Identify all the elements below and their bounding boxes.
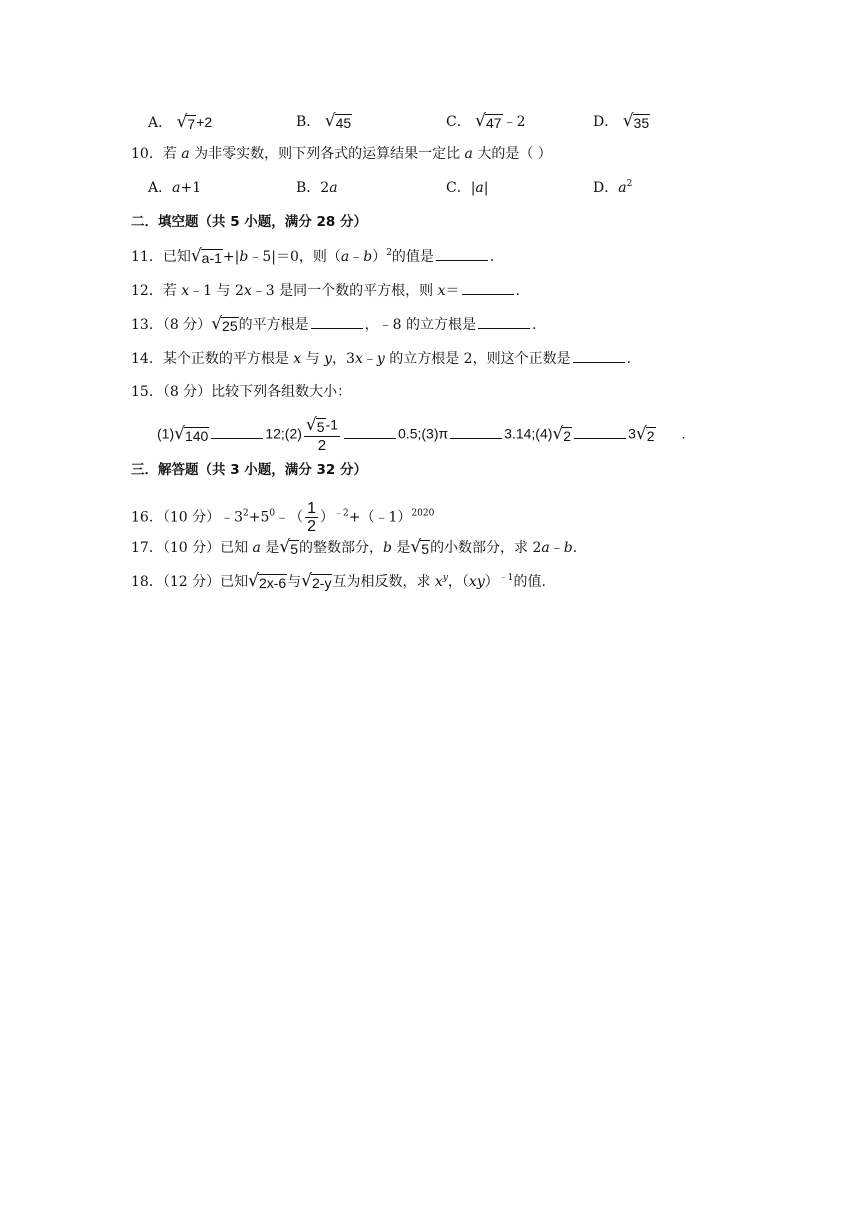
question-17: 17．（10 分）已知 a 是 √ 5 的整数部分，b 是 √ 5 的小数部分，求 2a﹣b. [131, 537, 578, 557]
sqrt-expression: √ 2 [552, 424, 572, 444]
answer-blank[interactable] [436, 246, 488, 261]
answer-blank[interactable] [573, 348, 625, 363]
answer-blank[interactable] [344, 424, 396, 439]
option-label: A． [148, 115, 173, 131]
sqrt-expression: √ 5 [410, 537, 430, 557]
fraction: $\frac{1}{2}$ [307, 500, 317, 535]
sqrt-expression: √ 25 [211, 314, 238, 334]
sqrt-expression: √ 7 [176, 112, 196, 132]
answer-blank[interactable] [574, 424, 626, 439]
q10-option-c: C．|a| [446, 180, 489, 196]
sqrt-expression: √ 35 [622, 111, 650, 131]
section-heading-solutions: 三．解答题（共 3 小题，满分 32 分） [131, 462, 367, 478]
q10-option-b: B．2a [296, 180, 338, 196]
question-18: 18．（12 分）已知 √ 2x-6 与 √ 2-y 互为相反数，求 $x^y$，（xy）$^{﹣1}$的值. [131, 571, 546, 591]
question-15-comparisons: (1) √ 140 12;(2) √ 5 -1 2 0.5;(3)π 3.14;(4) √ 2 3 √ 2 . [157, 415, 686, 454]
question-14: 14．某个正数的平方根是 x 与 y，3x﹣y 的立方根是 2，则这个正数是 . [131, 348, 631, 369]
answer-blank[interactable] [462, 280, 514, 295]
answer-blank[interactable] [478, 314, 530, 329]
answer-blank[interactable] [311, 314, 363, 329]
fraction: √ 5 -1 2 [305, 415, 339, 454]
question-10: 10．若 a 为非零实数，则下列各式的运算结果一定比 a 大的是（ ） [131, 146, 552, 162]
sqrt-expression: √ 45 [324, 111, 352, 131]
question-12: 12．若 x﹣1 与 2x﹣3 是同一个数的平方根，则 x＝ . [131, 280, 520, 301]
sqrt-expression: √ 2-y [301, 571, 332, 591]
question-15: 15．（8 分）比较下列各组数大小： [131, 384, 352, 400]
sqrt-expression: √ 5 [279, 537, 298, 557]
question-13: 13．（8 分） √ 25 的平方根是 ，﹣8 的立方根是 . [131, 314, 537, 334]
q10-option-a: A．a+1 [148, 180, 202, 196]
question-16: 16．（10 分）$﹣3^2+5^0﹣$（ $\frac{1}{2}$ ）$^{﹣2}$+（﹣1）$^{2020}$ [131, 500, 435, 535]
question-number: 10． [131, 146, 163, 162]
sqrt-expression: √ 2x-6 [248, 571, 287, 591]
answer-blank[interactable] [450, 424, 502, 439]
q9-option-c: C． √ 47 ﹣2 [446, 111, 526, 131]
sqrt-expression: √ 47 [475, 111, 502, 131]
answer-blank[interactable] [211, 424, 263, 439]
q9-option-d: D． √ 35 [593, 111, 650, 131]
q9-option-b: B． √ 45 [296, 111, 352, 131]
sqrt-expression: √ a-1 [190, 246, 222, 266]
section-heading-fill-blank: 二．填空题（共 5 小题，满分 28 分） [131, 214, 367, 230]
sqrt-expression: √ 140 [174, 424, 209, 444]
q10-option-d: D．$a^2$ [593, 179, 633, 196]
q9-option-a: A． √ 7 +2 [148, 112, 213, 132]
question-11: 11．已知 √ a-1 +|b﹣5|＝0，则（a﹣b）$^2$的值是 . [131, 246, 495, 266]
sqrt-expression: √ 2 [635, 424, 655, 444]
